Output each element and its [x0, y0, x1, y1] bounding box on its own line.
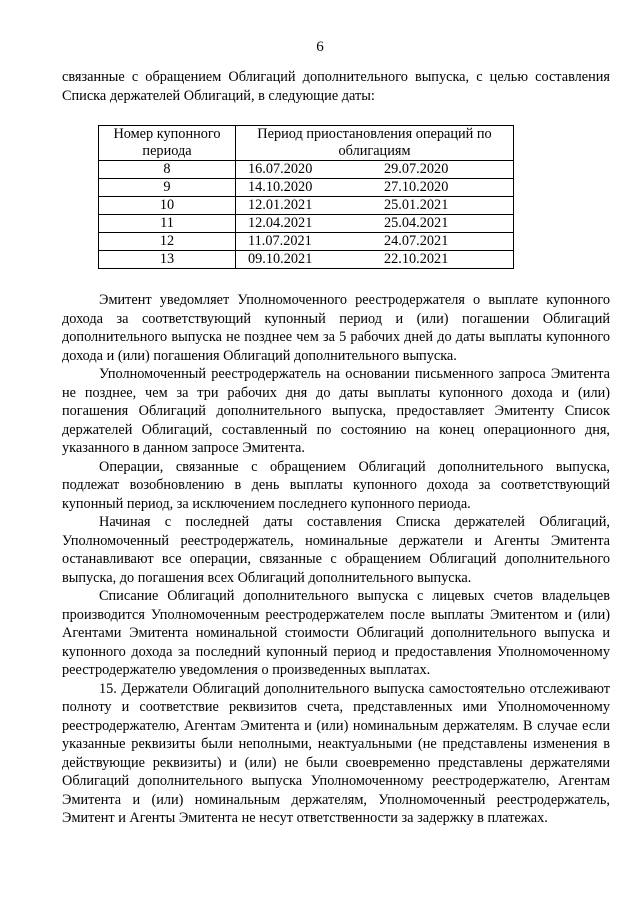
table-row: [99, 233, 514, 251]
intro-paragraph: связанные с обращением Облигаций дополнительного выпуска, с целью составления Списка держателей Облигаций, в следующие даты:: [62, 69, 610, 104]
period-start-cell: 12.04.2021: [236, 215, 375, 233]
table-row: [99, 251, 514, 269]
coupon-period-table: [98, 125, 514, 269]
page-content: [62, 68, 610, 828]
coupon-table-wrapper: [62, 125, 610, 269]
period-end-cell: 22.10.2021: [374, 251, 514, 269]
period-end-cell: 25.01.2021: [374, 197, 514, 215]
coupon-number-cell: 12: [99, 233, 236, 251]
table-header-row: [99, 126, 514, 161]
period-start-cell: 14.10.2020: [236, 179, 375, 197]
period-start-cell: 11.07.2021: [236, 233, 375, 251]
period-end-cell: 27.10.2020: [374, 179, 514, 197]
paragraph-operations-stop: Начиная с последней даты составления Списка держателей Облигаций, Уполномоченный реестродержатель, номинальные держатели и Агенты Эмитента останавливают все операции, связанные с обращением Облигаций дополнительного выпуска, до погашения всех Облигаций дополнительного выпуска.: [62, 514, 610, 586]
period-start-cell: 12.01.2021: [236, 197, 375, 215]
paragraph-issuer-notice: Эмитент уведомляет Уполномоченного реестродержателя о выплате купонного дохода за соответствующий купонный период и (или) погашении Облигаций дополнительного выпуска не позднее чем за 5 рабочих дней до даты выплаты купонного дохода и (или) погашения Облигаций дополнительного выпуска.: [62, 292, 610, 364]
period-start-cell: 16.07.2020: [236, 161, 375, 179]
coupon-number-cell: 9: [99, 179, 236, 197]
coupon-number-cell: 11: [99, 215, 236, 233]
header-suspension-period: Период приостановления операций по облигациям: [236, 126, 514, 161]
table-row: [99, 179, 514, 197]
paragraph-operations-resume: Операции, связанные с обращением Облигаций дополнительного выпуска, подлежат возобновлению в день выплаты купонного дохода за соответствующий купонный период, за исключением последнего купонного периода.: [62, 458, 610, 512]
paragraph-registrar-list: Уполномоченный реестродержатель на основании письменного запроса Эмитента не позднее, чем за три рабочих дня до даты выплаты купонного дохода и (или) погашения Облигаций дополнительного выпуска, предоставляет Эмитенту Список держателей Облигаций, составленный по состоянию на конец операционного дня, указанного в данном запросе Эмитента.: [62, 366, 610, 456]
page-number: 6: [316, 39, 324, 55]
period-end-cell: 24.07.2021: [374, 233, 514, 251]
table-row: [99, 197, 514, 215]
coupon-number-cell: 13: [99, 251, 236, 269]
paragraph-clause-15: 15. Держатели Облигаций дополнительного выпуска самостоятельно отслеживают полноту и соответствие реквизитов счета, представленных ими Уполномоченному реестродержателю, Агентам Эмитента и (или) номинальным держателям. В случае если указанные реквизиты были неполными, неактуальными (не представлены изменения в действующие реквизиты) и (или) не были своевременно представлены держателями Облигаций дополнительного выпуска Уполномоченному реестродержателю, Агентам Эмитента и (или) номинальным держателям, Уполномоченный реестродержатель, Эмитент и Агенты Эмитента не несут ответственности за задержку в платежах.: [62, 680, 610, 826]
coupon-number-cell: 8: [99, 161, 236, 179]
coupon-number-cell: 10: [99, 197, 236, 215]
paragraph-write-off: Списание Облигаций дополнительного выпуска с лицевых счетов владельцев производится Уполномоченным реестродержателем после выплаты Эмитентом и (или) Агентами Эмитента номинальной стоимости Облигаций дополнительного выпуска и купонного дохода за последний купонный период и предоставления Уполномоченному реестродержателю уведомления о произведенных выплатах.: [62, 588, 610, 678]
header-coupon-number: Номер купонного периода: [99, 126, 236, 161]
table-row: [99, 215, 514, 233]
period-start-cell: 09.10.2021: [236, 251, 375, 269]
table-row: [99, 161, 514, 179]
period-end-cell: 29.07.2020: [374, 161, 514, 179]
period-end-cell: 25.04.2021: [374, 215, 514, 233]
